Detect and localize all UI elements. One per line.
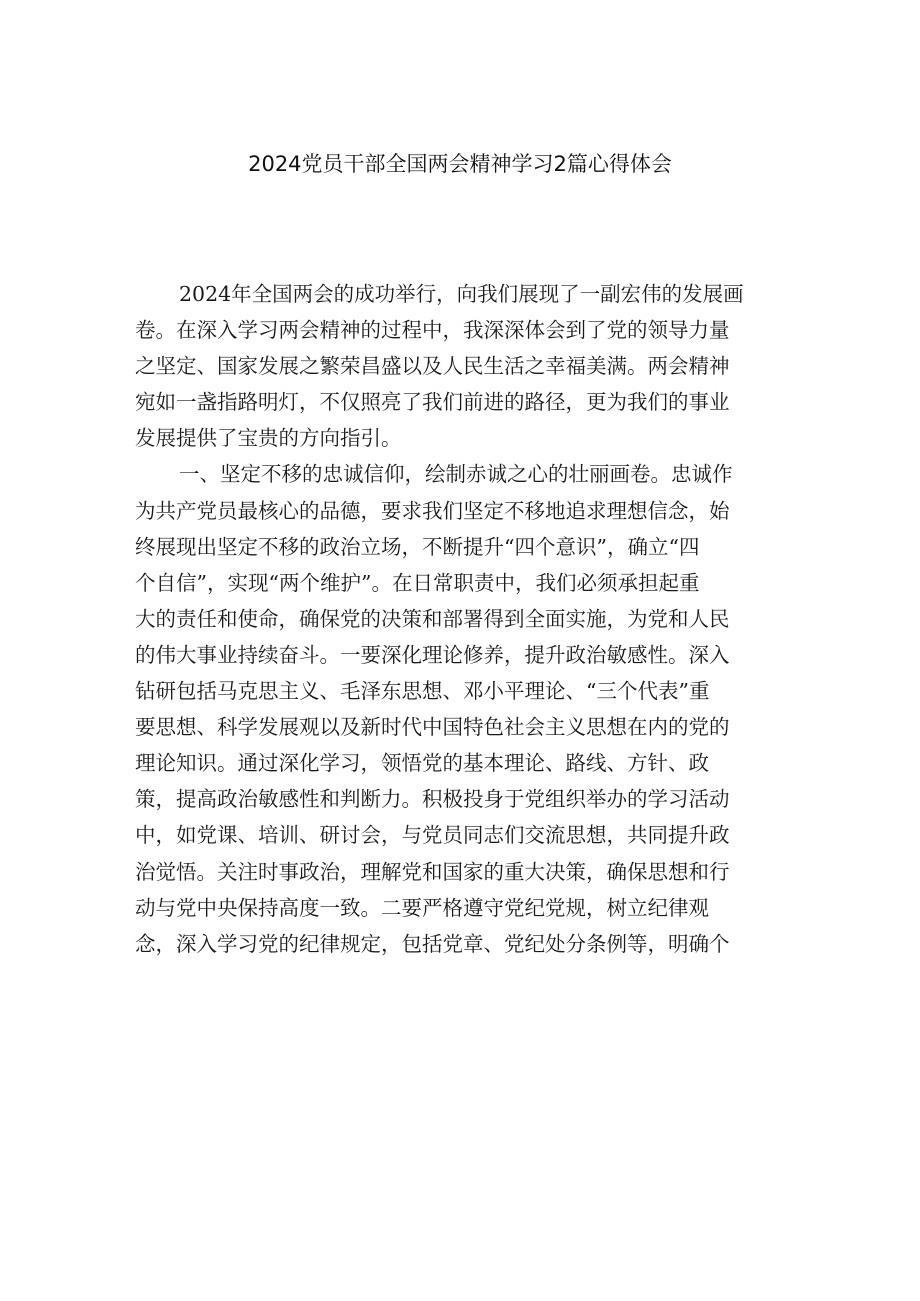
body-line: 策，提高政治敏感性和判断力。积极投身于党组织举办的学习活动 — [135, 787, 730, 812]
body-line: 动与党中央保持高度一致。二要严格遵守党纪党规，树立纪律观 — [135, 895, 709, 920]
body-line: 一、坚定不移的忠诚信仰，绘制赤诚之心的壮丽画卷。忠诚作 — [179, 462, 733, 487]
body-line: 要思想、科学发展观以及新时代中国特色社会主义思想在内的党的 — [135, 715, 730, 740]
body-line: 卷。在深入学习两会精神的过程中，我深深体会到了党的领导力量 — [135, 318, 730, 343]
body-line: 之坚定、国家发展之繁荣昌盛以及人民生活之幸福美满。两会精神 — [135, 354, 730, 379]
body-line: 2024年全国两会的成功举行，向我们展现了一副宏伟的发展画 — [179, 282, 744, 306]
document-title: 2024党员干部全国两会精神学习2篇心得体会 — [248, 152, 672, 176]
body-line: 念，深入学习党的纪律规定，包括党章、党纪处分条例等，明确个 — [135, 931, 730, 956]
body-line: 宛如一盏指路明灯，不仅照亮了我们前进的路径，更为我们的事业 — [135, 390, 730, 415]
body-line: 的伟大事业持续奋斗。一要深化理论修养，提升政治敏感性。深入 — [135, 642, 730, 667]
body-line: 终展现出坚定不移的政治立场，不断提升“四个意识”，确立“四 — [135, 534, 700, 559]
body-line: 治觉悟。关注时事政治，理解党和国家的重大决策，确保思想和行 — [135, 859, 730, 884]
body-line: 发展提供了宝贵的方向指引。 — [135, 426, 402, 451]
body-line: 为共产党员最核心的品德，要求我们坚定不移地追求理想信念，始 — [135, 498, 730, 523]
body-line: 大的责任和使命，确保党的决策和部署得到全面实施，为党和人民 — [135, 606, 730, 631]
body-line: 中，如党课、培训、研讨会，与党员同志们交流思想，共同提升政 — [135, 823, 730, 848]
body-line: 钻研包括马克思主义、毛泽东思想、邓小平理论、“三个代表”重 — [135, 679, 710, 704]
body-line: 理论知识。通过深化学习，领悟党的基本理论、路线、方针、政 — [135, 751, 709, 776]
document-body — [135, 276, 771, 962]
body-line: 个自信”，实现“两个维护”。在日常职责中，我们必须承担起重 — [135, 570, 700, 595]
